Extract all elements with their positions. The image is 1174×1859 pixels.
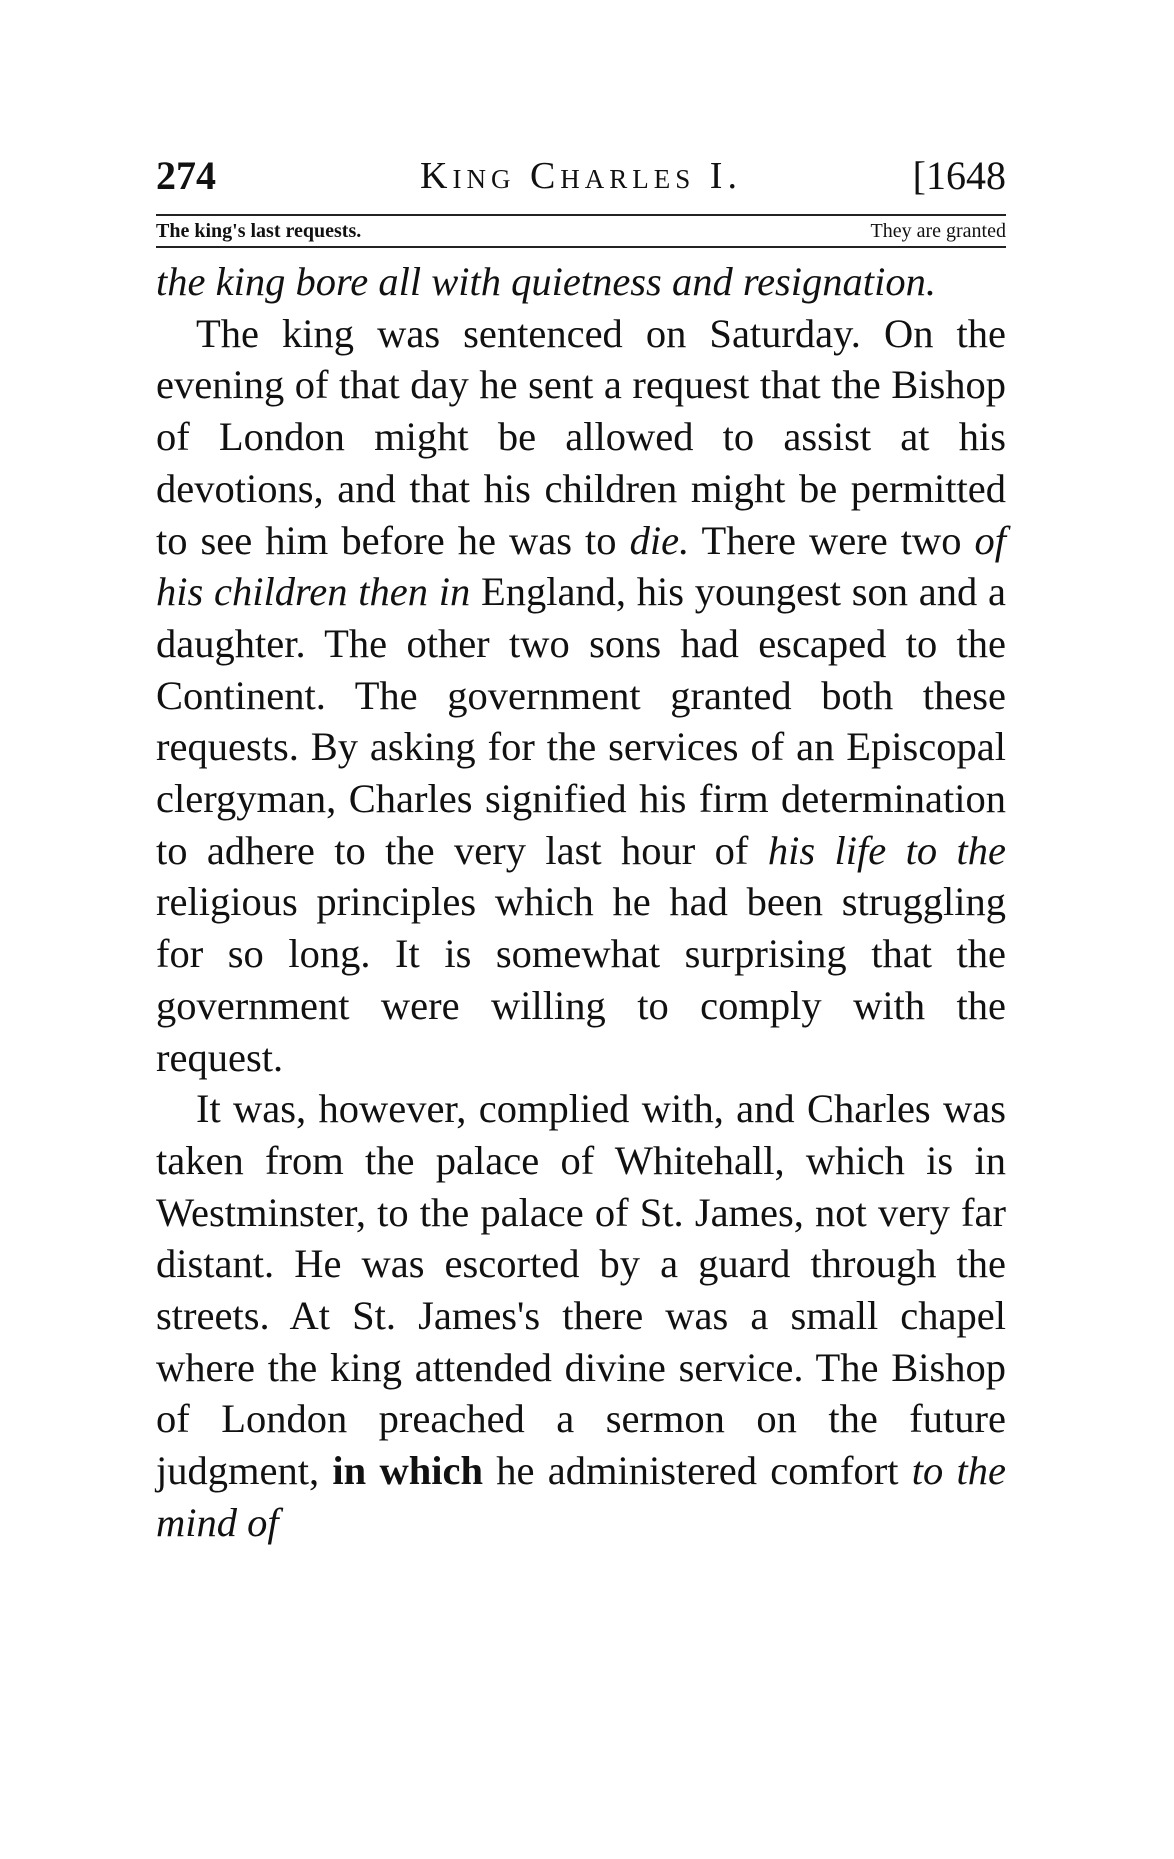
- text-run: to the mind of: [156, 1448, 1006, 1545]
- side-headings: [156, 216, 1006, 246]
- running-head: [156, 150, 1006, 202]
- paragraph: [156, 256, 1006, 308]
- paragraph: [156, 308, 1006, 1084]
- text-run: his life to the: [767, 827, 1006, 873]
- side-heading-rule: [156, 246, 1006, 248]
- text-run: The king was sentenced on Saturday. On the evening of that day he sent a request that the Bishop of London might be allowed to assist at his devotions, and that his children might be permitted to see him before he was to: [156, 310, 1006, 563]
- text-run: It was, however, complied with, and Charles was taken from the palace of Whitehall, which is in Westminster, to the palace of St. James, not very far distant. He was escorted by a guard through the streets. At St. James's there was a small chapel where the king attended divine service. The Bishop of London preached a sermon on the future judgment,: [156, 1086, 1006, 1494]
- text-run: religious principles which he had been struggling for so long. It is somewhat surprising that the government were willing to comply with the request.: [156, 879, 1006, 1080]
- book-title: King Charles I.: [420, 155, 742, 197]
- page-number: 274: [156, 153, 216, 198]
- text-run: the king bore all with quietness and resignation.: [156, 259, 936, 304]
- paragraph: [156, 1083, 1006, 1548]
- side-heading-right: They are granted: [870, 220, 1006, 242]
- text-run: in which: [332, 1448, 483, 1494]
- text-run: of his children then in: [156, 517, 1007, 615]
- text-run: he administered comfort: [482, 1448, 912, 1494]
- text-run: die.: [629, 517, 690, 563]
- year: [1648: [912, 153, 1006, 198]
- book-page: [156, 150, 1006, 1549]
- side-heading-left: The king's last requests.: [156, 220, 362, 242]
- text-run: England, his youngest son and a daughter. The other two sons had escaped to the Continent. The government granted both these requests. By asking for the services of an Episcopal clergyman, Charles signified his firm determination to adhere to the very last hour of: [156, 569, 1006, 873]
- body-text: [156, 256, 1006, 1549]
- text-run: There were two: [689, 517, 975, 563]
